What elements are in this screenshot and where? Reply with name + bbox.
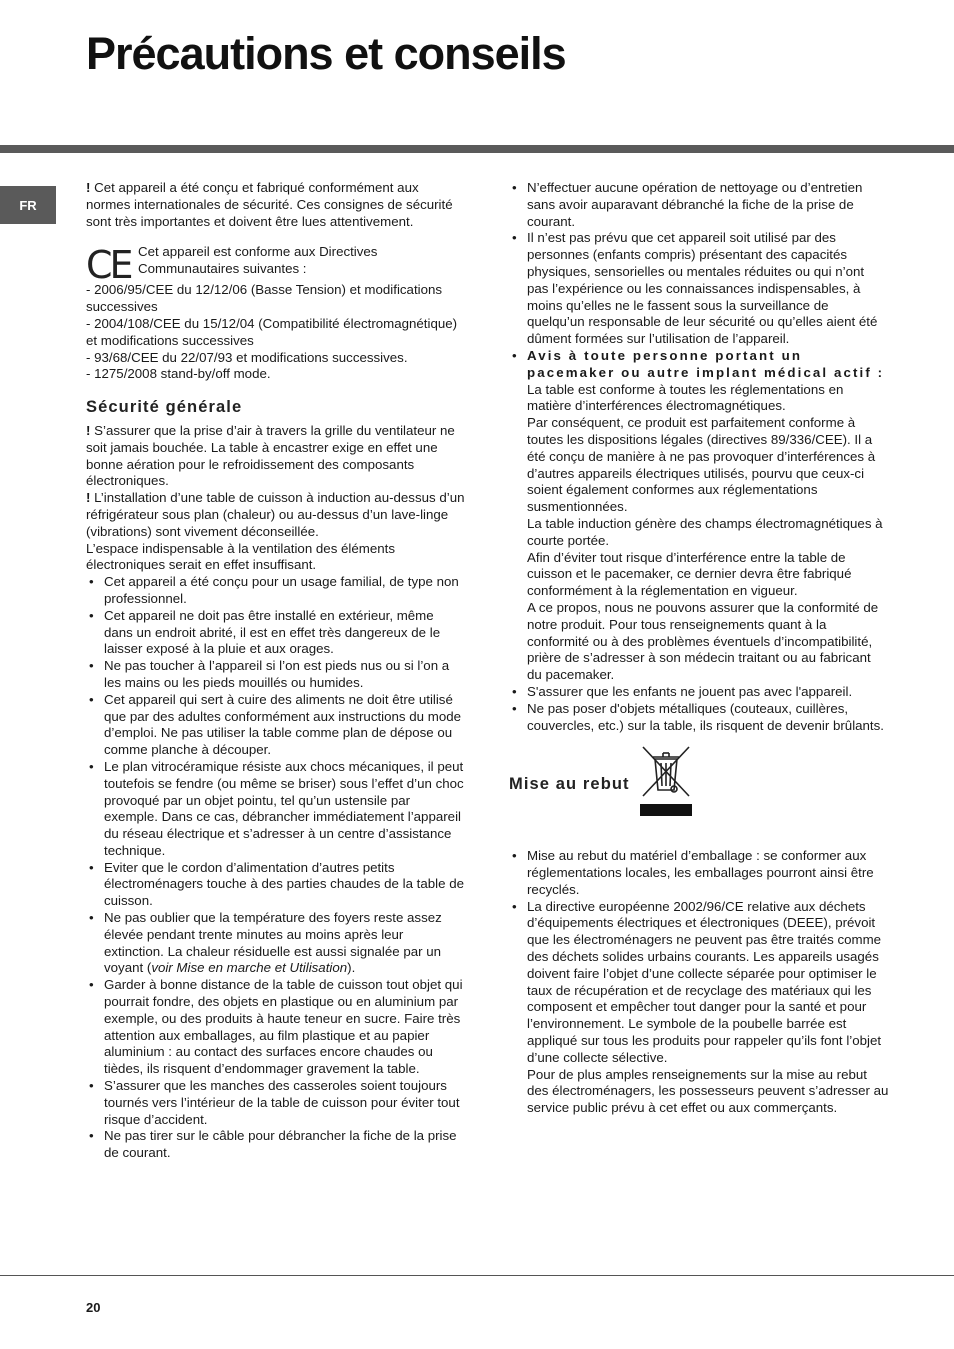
list-item: • S'assurer que les enfants ne jouent pas avec l'appareil. [509,684,889,701]
list-item: • Garder à bonne distance de la table de cuisson tout objet qui pourrait fondre, des objets en plastique ou en aluminium par exemple, ou des produits à haute teneur en sucre. Faire très attention aux emballages, au film plastique et au papier aluminium : au contact des surfaces encore chaudes ou tièdes, ils risquent d’endommager gravement la table. [86,977,466,1078]
section-title-securite: Sécurité générale [86,398,243,417]
list-item: • La directive européenne 2002/96/CE relative aux déchets d’équipements électriques et électroniques (DEEE), prévoit que les électroménagers ne peuvent pas être traités comme des déchets solides urbains courants. Les appareils usagés doivent faire l’objet d’une collecte séparée pour optimiser le taux de récupération et de recyclage des matériaux qui les composent et empêcher tout danger pour la santé et pour l’environnement. Le symbole de la poubelle barrée est appliqué sur tous les produits pour rappeler qu’ils font l’objet d’une collecte sélective. Pour de plus amples renseignements sur la mise au rebut des électroménagers, les possesseurs peuvent s’adresser au service public prévu à cet effet ou aux commerçants. [509,899,889,1117]
language-tab: FR [0,186,56,224]
warning-mark: ! [86,180,91,195]
list-item: • S’assurer que les manches des casseroles soient toujours tournés vers l’intérieur de la table de cuisson pour éviter tout risque d’accident. [86,1078,466,1128]
ce-line: - 1275/2008 stand-by/off mode. [86,366,271,382]
list-item: • Eviter que le cordon d’alimentation d’autres petits électroménagers touche à des parties chaudes de la table de cuisson. [86,860,466,910]
right-column [509,180,889,1117]
ce-line: - 2006/95/CEE du 12/12/06 (Basse Tension) et modifications successives [86,282,443,315]
list-item: • Ne pas toucher à l’appareil si l’on est pieds nus ou si l’on a les mains ou les pieds mouillés ou humides. [86,658,466,692]
pacemaker-title: • Avis à toute personne portant un pacemaker ou autre implant médical actif : [527,347,885,380]
cross-reference: voir Mise en marche et Utilisation [151,960,348,976]
intro-paragraph: ! Cet appareil a été conçu et fabriqué conformément aux normes internationales de sécurité. Ces consignes de sécurité sont très importantes et doivent être lues attentivement. [86,180,453,229]
warning-mark: ! [86,490,91,506]
crossed-out-bin-icon [640,744,692,816]
list-item: • Ne pas oublier que la température des foyers reste assez élevée pendant trente minutes au moins après leur extinction. La chaleur résiduelle est aussi signalée par un voyant (voir Mise en marche et Utilisation). [86,910,466,977]
list-item: • Mise au rebut du matériel d’emballage : se conformer aux réglementations locales, les emballages pourront ainsi être recyclés. [509,848,889,898]
list-item: • N’effectuer aucune opération de nettoyage ou d’entretien sans avoir auparavant débranché la fiche de la prise de courant. [509,180,889,230]
list-item: • Cet appareil a été conçu pour un usage familial, de type non professionnel. [86,574,466,608]
ce-line: Cet appareil est conforme aux Directives Communautaires suivantes : [138,244,378,277]
list-item: • Ne pas tirer sur le câble pour débrancher la fiche de la prise de courant. [86,1128,466,1162]
disposal-list [509,848,889,1117]
ce-mark-icon: CE [86,243,131,288]
header-rule [0,145,954,153]
section-title-mise-au-rebut: Mise au rebut [509,775,630,794]
list-item: • Cet appareil ne doit pas être installé en extérieur, même dans un endroit abrité, il est en effet très dangereux de le laisser exposé à la pluie et aux orages. [86,608,466,658]
safety-list [509,180,889,734]
securite-paragraph: ! S’assurer que la prise d’air à travers la grille du ventilateur ne soit jamais bouchée. La table à encastrer exige en effet une bonne aération pour le refroidissement des composants électroniques. [86,422,455,489]
ce-line: - 93/68/CEE du 22/07/93 et modifications successives. [86,349,408,365]
ce-line: - 2004/108/CEE du 15/12/04 (Compatibilité électromagnétique) et modifications successives [86,315,458,348]
left-column [86,180,466,1162]
disposal-header [509,744,889,836]
warning-mark: ! [86,422,91,438]
securite-paragraph: L’espace indispensable à la ventilation des éléments électroniques serait en effet insuffisant. [86,540,395,573]
safety-list [86,574,466,1162]
page-number: 20 [86,1300,101,1315]
list-item: • Ne pas poser d'objets métalliques (couteaux, cuillères, couvercles, etc.) sur la table, ils risquent de devenir brûlants. [509,701,889,735]
page-title: Précautions et conseils [86,28,566,79]
securite-paragraph: ! L’installation d’une table de cuisson à induction au-dessus d’un réfrigérateur sous plan (chaleur) ou au-dessus d’un lave-linge (vibrations) sont vivement déconseillée. [86,490,465,539]
footer-rule [0,1275,954,1276]
list-item: • Le plan vitrocéramique résiste aux chocs mécaniques, il peut toutefois se fendre (ou même se briser) sous l’effet d’un choc provoqué par un objet pointu, tel qu’un ustensile par exemple. Dans ce cas, débrancher immédiatement l’appareil du réseau électrique et s’adresser à un centre d’assistance technique. [86,759,466,860]
ce-conformity [86,244,466,383]
pacemaker-body: La table est conforme à toutes les réglementations en matière d’interférences électromagnétiques. Par conséquent, ce produit est parfaitement conforme à toutes les dispositions légales (directives 89/336/CEE). Il a été conçu de manière à ne pas provoquer d’interférences à d’autres appareils électriques utilisés, pourvu que ceux-ci soient également conformes aux réglementations susmentionnées. La table induction génère des champs électromagnétiques à courte portée. Afin d’éviter tout risque d’interférence entre la table de cuisson et le pacemaker, ce dernier devra être fabriqué conformément à la réglementation en vigueur. A ce propos, nous ne pouvons assurer que la conformité de notre produit. Pour tous renseignements quant à la conformité ou à des problèmes éventuels d’incompatibilité, prière de s’adresser à son médecin traitant ou au fabricant du pacemaker. [527,381,883,683]
list-item: • Il n’est pas prévu que cet appareil soit utilisé par des personnes (enfants compris) présentant des capacités physiques, sensorielles ou mentales réduites ou qui n’ont pas l’expérience ou les connaissances indispensables, à moins qu’elles ne le fassent sous la surveillance de quelqu’un responsable de leur sécurité ou qu’elles aient été dûment formées sur l’utilisation de l’appareil. [509,230,889,348]
list-item-pacemaker [509,348,889,684]
list-item: • Cet appareil qui sert à cuire des aliments ne doit être utilisé que par des adultes conformément aux instructions du mode d’emploi. Ne pas utiliser la table comme plan de dépose ou comme planche à découper. [86,692,466,759]
